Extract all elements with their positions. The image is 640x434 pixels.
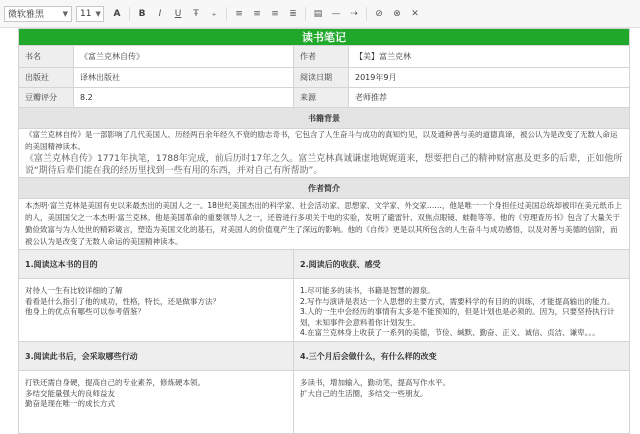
format-toolbar bbox=[0, 0, 640, 28]
clear-format-icon[interactable]: ✕ bbox=[411, 8, 419, 19]
answer-line: 多读书，增加输入，勤动笔，提高写作水平。 bbox=[300, 378, 450, 387]
answer-line: 1.尽可能多的读书，书籍是智慧的源泉。 bbox=[300, 286, 435, 295]
font-size-select[interactable] bbox=[76, 6, 104, 22]
answer-line: 看看是什么指引了他的成功，性格，特长，还是做事方法？ bbox=[25, 296, 220, 306]
answer-line: 勤奋是现在唯一的成长方式 bbox=[25, 399, 115, 408]
question-1-header[interactable]: 1.阅读这本书的目的 bbox=[19, 250, 294, 279]
question-4-header[interactable]: 4.三个月后会做什么，有什么样的改变 bbox=[294, 342, 630, 371]
read-date-label[interactable]: 阅读日期 bbox=[294, 68, 349, 88]
answer-line: 他身上的优点有哪些可以参考借鉴？ bbox=[25, 307, 145, 316]
answer-3-cell[interactable] bbox=[19, 371, 294, 434]
answer-line: 2.写作与演讲是表达一个人思想的主要方式，需要科学的有目的的训练，才能提高输出的能力。 bbox=[300, 296, 615, 306]
list-icon[interactable]: ≣ bbox=[289, 8, 297, 19]
strikethrough-icon[interactable]: Ŧ bbox=[193, 8, 199, 19]
italic-icon[interactable]: I bbox=[158, 8, 162, 19]
underline-icon[interactable]: U bbox=[174, 8, 182, 19]
answer-line: 多结交能量强大的良师益友 bbox=[25, 388, 115, 398]
align-center-icon[interactable]: ≡ bbox=[253, 8, 261, 19]
publisher-label[interactable]: 出版社 bbox=[19, 68, 74, 88]
background-line-2: 《富兰克林自传》1771年执笔，1788年完成，前后历时17年之久。富兰克林真诚谦虚地娓娓道来，想要把自己的精神财富惠及更多的后辈，正如他所说“期待后辈们能在我的经历里找到一些有用的东西，并对自己有所帮助”。 bbox=[25, 154, 623, 176]
subscript-icon[interactable]: ₊ bbox=[211, 8, 217, 19]
douban-value[interactable]: 8.2 bbox=[74, 88, 294, 108]
table-icon[interactable]: ▤ bbox=[313, 8, 323, 19]
link-icon[interactable]: ⊘ bbox=[375, 8, 383, 19]
align-right-icon[interactable]: ≡ bbox=[271, 8, 279, 19]
author-label[interactable]: 作者 bbox=[294, 46, 349, 68]
divider bbox=[226, 7, 227, 21]
answer-line: 打铁还需自身硬，提高自己的专业素养，修炼硬本领。 bbox=[25, 378, 205, 387]
font-family-value: 微软雅黑 bbox=[8, 10, 45, 20]
chevron-down-icon: ▼ bbox=[95, 9, 101, 18]
bold-icon[interactable]: B bbox=[138, 8, 146, 19]
question-3-header[interactable]: 3.阅读此书后，会采取哪些行动 bbox=[19, 342, 294, 371]
divider bbox=[129, 7, 130, 21]
answer-1-cell[interactable] bbox=[19, 279, 294, 342]
book-value[interactable]: 《富兰克林自传》 bbox=[74, 46, 294, 68]
align-left-icon[interactable]: ≡ bbox=[235, 8, 243, 19]
publisher-value[interactable]: 译林出版社 bbox=[74, 68, 294, 88]
divider bbox=[366, 7, 367, 21]
question-2-header[interactable]: 2.阅读后的收获、感受 bbox=[294, 250, 630, 279]
answer-line: 对待人一生有比较详细的了解 bbox=[25, 286, 123, 295]
answer-line: 扩大自己的生活圈，多结交一些朋友。 bbox=[300, 388, 428, 398]
author-intro-header[interactable]: 作者简介 bbox=[19, 178, 630, 199]
answer-line: 4.在富兰克林身上收获了一系列的美德，节俭、缄默、勤奋、正义、诚信、贞洁、谦卑。。。 bbox=[300, 328, 600, 337]
font-size-value: 11 bbox=[80, 8, 92, 19]
indent-icon[interactable]: ⇢ bbox=[350, 8, 358, 19]
reading-notes-sheet bbox=[18, 28, 630, 434]
chevron-down-icon: ▼ bbox=[62, 9, 68, 18]
font-family-select[interactable] bbox=[4, 6, 72, 22]
answer-2-cell[interactable] bbox=[294, 279, 630, 342]
douban-label[interactable]: 豆瓣评分 bbox=[19, 88, 74, 108]
book-label[interactable]: 书名 bbox=[19, 46, 74, 68]
author-value[interactable]: 【美】富兰克林 bbox=[349, 46, 630, 68]
sheet-title[interactable]: 读书笔记 bbox=[19, 29, 630, 46]
background-cell[interactable] bbox=[19, 129, 630, 178]
background-line-1: 《富兰克林自传》是一部影响了几代美国人、历经两百余年经久不衰的励志奇书，它包含了人生奋斗与成功的真知灼见，以及通种善与美的道德真谛，被公认为是改变了无数人命运的美国精神读本。 bbox=[25, 130, 618, 151]
divider bbox=[305, 7, 306, 21]
author-intro-cell[interactable]: 本杰明·富兰克林是美国有史以来最杰出的美国人之一。18世纪美国杰出的科学家、社会活动家、思想家、文学家、外交家……，他是唯一一个身担任过美国总统却被印在美元纸币上的人，美国国父之一本杰明·富兰克林。他是美国革命的重要领导人之一，还曾进行多项关于电的实验，发明了避雷针、双焦点眼镜、蛙鞋等等。他的《穷理查历书》包含了大量关于勤俭致富与为人处世的精彩箴言，塑造为美国文化的基石，对美国人的价值观产生了深远的影响。他的《自传》更是以其所包含的人生奋斗与成功感悟，以及对善与美德的信阶，而被公认为是改变了无数人命运的美国精神读本。 bbox=[19, 199, 630, 250]
unlink-icon[interactable]: ⊗ bbox=[393, 8, 401, 19]
read-date-value[interactable]: 2019年9月 bbox=[349, 68, 630, 88]
font-color-icon[interactable]: A bbox=[113, 8, 121, 19]
horizontal-rule-icon[interactable]: — bbox=[331, 8, 341, 19]
answer-line: 3.人的一生中会经历的事情有太多是不能预知的，但是计划也是必须的。因为，只要坚持执行计划，未知事件会意料着你计划发生。 bbox=[300, 307, 615, 327]
source-value[interactable]: 老师推荐 bbox=[349, 88, 630, 108]
answer-4-cell[interactable] bbox=[294, 371, 630, 434]
source-label[interactable]: 来源 bbox=[294, 88, 349, 108]
background-header[interactable]: 书籍背景 bbox=[19, 108, 630, 129]
